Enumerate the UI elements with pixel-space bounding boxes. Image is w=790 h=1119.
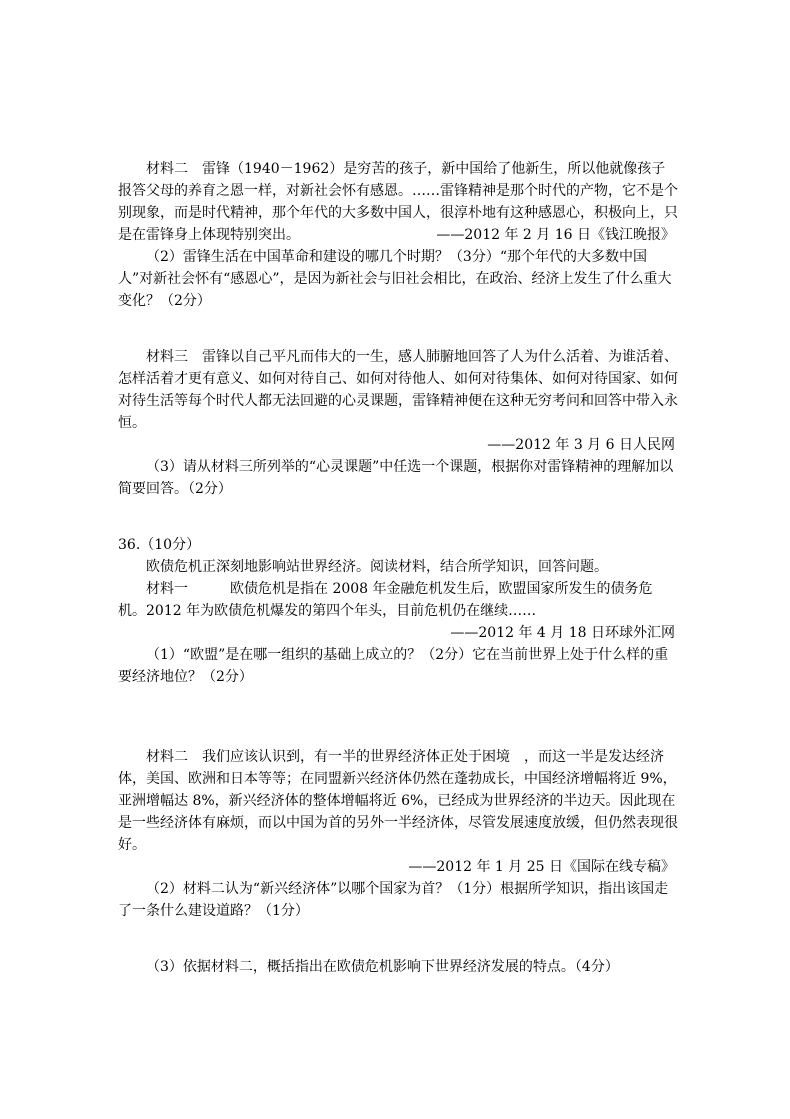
question-3-features: （3）依据材料二，概括指出在欧债危机影响下世界经济发展的特点。（4分） (146, 959, 619, 975)
material-two-leifeng: 材料二 雷锋（1940－1962）是穷苦的孩子，新中国给了他新生，所以他就像孩子报答父母的养育之恩一样，对新社会怀有感恩。……雷锋精神是那个时代的产物，它不是个别现象，而是时代精神，那个年代的大多数中国人，很淳朴地有这种感恩心，积极向上，只是在雷锋身上体现特别突出。 (118, 161, 678, 243)
material-two-economy: 材料二 我们应该认识到，有一半的世界经济体正处于困境 ，而这一半是发达经济体，美国、欧洲和日本等等；在同盟新兴经济体仍然在蓬勃成长，中国经济增幅将近 9%，亚洲增幅达 8%，新兴经济体的整体增幅将近 6%，已经成为世界经济的半边天。因此现在是一些经济体有麻烦，而以中国为首的另外一半经济体，尽管发展速度放缓，但仍然表现很好。 (118, 749, 678, 853)
material-one-source: ——2012 年 4 月 18 日环球外汇网 (450, 625, 675, 641)
question-1-eu: （1）“欧盟”是在哪一组织的基础上成立的？（2分）它在当前世界上处于什么样的重要经济地位？（2分） (118, 647, 669, 685)
material-two-economy-source: ——2012 年 1 月 25 日《国际在线专稿》 (408, 859, 675, 875)
question-36-intro: 欧债危机正深刻地影响站世界经济。阅读材料，结合所学知识，回答问题。 (146, 559, 608, 575)
material-three-source: ——2012 年 3 月 6 日人民网 (487, 437, 675, 453)
material-three-leifeng: 材料三 雷锋以自己平凡而伟大的一生，感人肺腑地回答了人为什么活着、为谁活着、怎样活着才更有意义、如何对待自己、如何对待他人、如何对待集体、如何对待国家、如何对待生活等每个时代人都无法回避的心灵课题，雷锋精神便在这种无穷考问和回答中带入永恒。 (118, 349, 678, 431)
question-2-leifeng: （2）雷锋生活在中国革命和建设的哪几个时期？（3分）“那个年代的大多数中国人”对新社会怀有“感恩心”，是因为新社会与旧社会相比，在政治、经济上发生了什么重大变化？（2分） (118, 249, 672, 309)
material-two-source: ——2012 年 2 月 16 日《钱江晚报》 (436, 227, 675, 243)
material-one-eurodebt: 材料一 欧债危机是指在 2008 年金融危机发生后，欧盟国家所发生的债务危机。2012 年为欧债危机爆发的第四个年头，目前危机仍在继续…… (118, 581, 653, 619)
question-36-header: 36.（10分） (118, 537, 201, 553)
question-3-leifeng: （3）请从材料三所列举的“心灵课题”中任选一个课题，根据你对雷锋精神的理解加以简要回答。（2分） (118, 459, 674, 497)
question-2-emerging: （2）材料二认为“新兴经济体”以哪个国家为首？（1分）根据所学知识，指出该国走了一条什么建设道路？（1分） (118, 881, 669, 919)
